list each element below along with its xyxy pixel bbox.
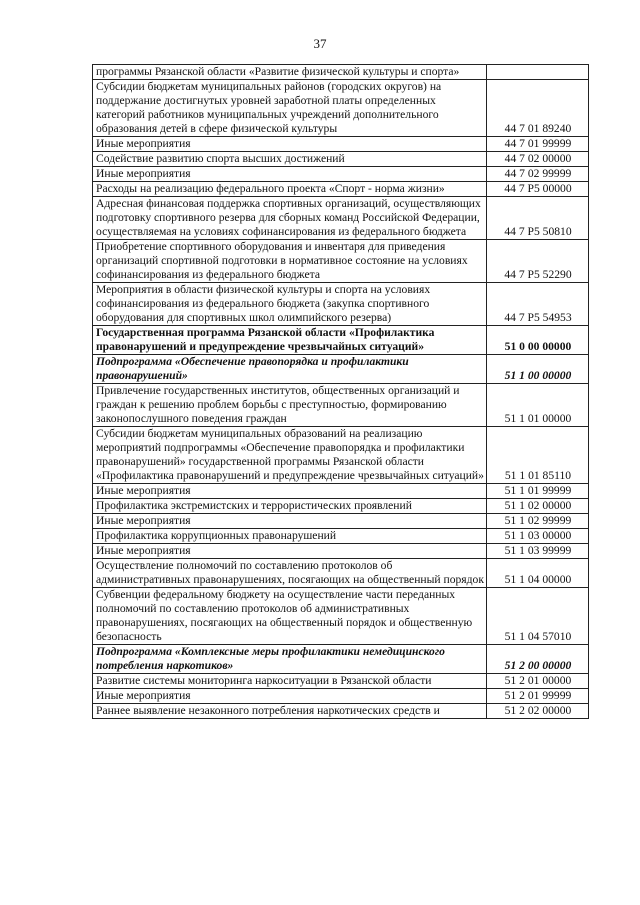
row-name-cell: Государственная программа Рязанской области «Профилактика правонарушений и предупреждение чрезвычайных ситуаций» <box>93 326 487 355</box>
table-row <box>93 137 589 152</box>
table-row <box>93 704 589 719</box>
row-code-cell: 51 2 01 00000 <box>487 674 589 689</box>
page-number: 37 <box>313 36 327 51</box>
table-row <box>93 427 589 484</box>
row-name-cell: Подпрограмма «Комплексные меры профилактики немедицинского потребления наркотиков» <box>93 645 487 674</box>
row-code-cell: 44 7 02 00000 <box>487 152 589 167</box>
table-row <box>93 197 589 240</box>
table-row <box>93 674 589 689</box>
row-code-cell: 44 7 01 99999 <box>487 137 589 152</box>
row-code-cell: 51 1 04 57010 <box>487 588 589 645</box>
row-name-cell: Подпрограмма «Обеспечение правопорядка и профилактики правонарушений» <box>93 355 487 384</box>
row-name-cell: Иные мероприятия <box>93 689 487 704</box>
row-name-cell: Осуществление полномочий по составлению протоколов об административных правонарушениях, посягающих на общественный порядок <box>93 559 487 588</box>
table-row <box>93 588 589 645</box>
table-row <box>93 152 589 167</box>
table-row <box>93 559 589 588</box>
row-code-cell <box>487 65 589 80</box>
row-name-cell: Иные мероприятия <box>93 167 487 182</box>
row-code-cell: 51 1 02 00000 <box>487 499 589 514</box>
table-row <box>93 529 589 544</box>
program-row <box>93 326 589 355</box>
table-row <box>93 283 589 326</box>
row-name-cell: Раннее выявление незаконного потребления наркотических средств и <box>93 704 487 719</box>
row-name-cell: Субвенции федеральному бюджету на осуществление части переданных полномочий по составлению протоколов об административных правонарушениях, посягающих на общественный порядок и общественную безопасность <box>93 588 487 645</box>
row-code-cell: 51 1 03 00000 <box>487 529 589 544</box>
row-code-cell: 51 1 03 99999 <box>487 544 589 559</box>
row-name-cell: Расходы на реализацию федерального проекта «Спорт - норма жизни» <box>93 182 487 197</box>
row-name-cell: Адресная финансовая поддержка спортивных организаций, осуществляющих подготовку спортивного резерва для сборных команд Российской Федерации, осуществляемая на условиях софинансирования из федерального бюджета <box>93 197 487 240</box>
row-code-cell: 44 7 P5 50810 <box>487 197 589 240</box>
row-code-cell: 51 2 00 00000 <box>487 645 589 674</box>
row-code-cell: 51 1 00 00000 <box>487 355 589 384</box>
row-name-cell: Привлечение государственных институтов, общественных организаций и граждан к решению проблем борьбы с преступностью, формированию законопослушного поведения граждан <box>93 384 487 427</box>
table-row <box>93 182 589 197</box>
table-row <box>93 544 589 559</box>
row-code-cell: 51 0 00 00000 <box>487 326 589 355</box>
table-row <box>93 484 589 499</box>
table-row <box>93 240 589 283</box>
row-name-cell: Приобретение спортивного оборудования и инвентаря для приведения организаций спортивной подготовки в нормативное состояние на условиях софинансирования из федерального бюджета <box>93 240 487 283</box>
table-row <box>93 689 589 704</box>
row-code-cell: 44 7 P5 52290 <box>487 240 589 283</box>
row-name-cell: программы Рязанской области «Развитие физической культуры и спорта» <box>93 65 487 80</box>
row-code-cell: 51 2 02 00000 <box>487 704 589 719</box>
row-name-cell: Профилактика коррупционных правонарушений <box>93 529 487 544</box>
subprogram-row <box>93 355 589 384</box>
row-code-cell: 51 2 01 99999 <box>487 689 589 704</box>
row-code-cell: 51 1 04 00000 <box>487 559 589 588</box>
row-name-cell: Иные мероприятия <box>93 137 487 152</box>
row-code-cell: 51 1 01 00000 <box>487 384 589 427</box>
row-code-cell: 51 1 01 85110 <box>487 427 589 484</box>
budget-classification-table <box>92 64 589 719</box>
table-row <box>93 167 589 182</box>
table-row <box>93 514 589 529</box>
row-name-cell: Содействие развитию спорта высших достижений <box>93 152 487 167</box>
row-name-cell: Развитие системы мониторинга наркоситуации в Рязанской области <box>93 674 487 689</box>
row-name-cell: Иные мероприятия <box>93 514 487 529</box>
row-name-cell: Иные мероприятия <box>93 544 487 559</box>
row-code-cell: 44 7 P5 00000 <box>487 182 589 197</box>
row-code-cell: 51 1 01 99999 <box>487 484 589 499</box>
row-name-cell: Мероприятия в области физической культуры и спорта на условиях софинансирования из федерального бюджета (закупка спортивного оборудования для спортивных школ олимпийского резерва) <box>93 283 487 326</box>
row-code-cell: 44 7 02 99999 <box>487 167 589 182</box>
table-row <box>93 80 589 137</box>
row-name-cell: Профилактика экстремистских и террористических проявлений <box>93 499 487 514</box>
row-code-cell: 51 1 02 99999 <box>487 514 589 529</box>
table-row <box>93 499 589 514</box>
table-body <box>93 65 589 719</box>
row-name-cell: Субсидии бюджетам муниципальных образований на реализацию мероприятий подпрограммы «Обеспечение правопорядка и профилактики правонарушений» государственной программы Рязанской области «Профилактика правонарушений и предупреждение чрезвычайных ситуаций» <box>93 427 487 484</box>
subprogram-row <box>93 645 589 674</box>
table-row <box>93 384 589 427</box>
row-name-cell: Субсидии бюджетам муниципальных районов (городских округов) на поддержание достигнутых уровней заработной платы определенных категорий работников муниципальных учреждений дополнительного образования детей в сфере физической культуры <box>93 80 487 137</box>
row-code-cell: 44 7 P5 54953 <box>487 283 589 326</box>
row-code-cell: 44 7 01 89240 <box>487 80 589 137</box>
table-row <box>93 65 589 80</box>
row-name-cell: Иные мероприятия <box>93 484 487 499</box>
